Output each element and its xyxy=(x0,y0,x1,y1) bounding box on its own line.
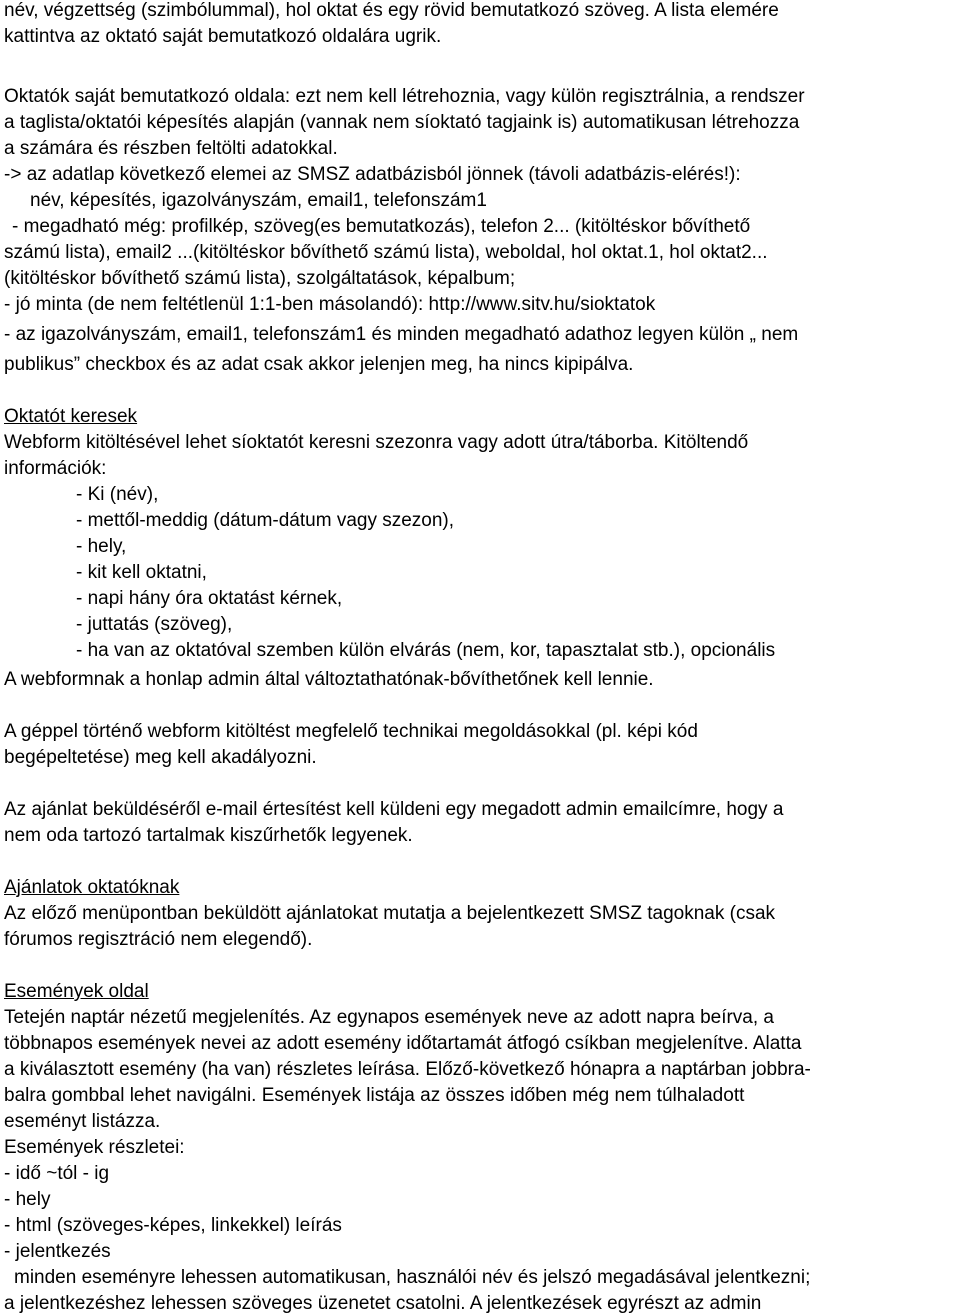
paragraph-line: információk: xyxy=(4,458,107,479)
list-item: - Ki (név), xyxy=(76,484,159,505)
paragraph-line: név, végzettség (szimbólummal), hol oktat és egy rövid bemutatkozó szöveg. A lista elemére xyxy=(4,0,779,21)
paragraph-line: többnapos események nevei az adott esemény időtartamát átfogó csíkban megjelenítve. Alatta xyxy=(4,1033,802,1054)
paragraph-line: (kitöltéskor bővíthető számú lista), szolgáltatások, képalbum; xyxy=(4,268,516,289)
paragraph-line: nem oda tartozó tartalmak kiszűrhetők legyenek. xyxy=(4,825,413,846)
paragraph-line: a kiválasztott esemény (ha van) részletes leírása. Előző-következő hónapra a naptárban jobbra- xyxy=(4,1059,811,1080)
list-item: - hely, xyxy=(76,536,127,557)
paragraph-line: A webformnak a honlap admin által változtathatónak-bővíthetőnek kell lennie. xyxy=(4,669,654,690)
paragraph-line: a jelentkezéshez lehessen szöveges üzenetet csatolni. A jelentkezések egyrészt az admin xyxy=(4,1293,762,1314)
paragraph-line: a számára és részben feltölti adatokkal. xyxy=(4,138,338,159)
paragraph-line: Események részletei: xyxy=(4,1137,185,1158)
list-item: - idő ~tól - ig xyxy=(4,1163,110,1184)
paragraph-line: a taglista/oktatói képesítés alapján (vannak nem síoktató tagjaink is) automatikusan létrehozza xyxy=(4,112,800,133)
paragraph-line: kattintva az oktató saját bemutatkozó oldalára ugrik. xyxy=(4,26,442,47)
list-item: - juttatás (szöveg), xyxy=(76,614,233,635)
paragraph-line: számú lista), email2 ...(kitöltéskor bővíthető számú lista), weboldal, hol oktat.1, hol oktat2... xyxy=(4,242,768,263)
section-heading: Események oldal xyxy=(4,981,149,1002)
paragraph-line: begépeltetése) meg kell akadályozni. xyxy=(4,747,317,768)
paragraph-line: név, képesítés, igazolványszám, email1, telefonszám1 xyxy=(30,190,487,211)
list-item: - html (szöveges-képes, linkekkel) leírás xyxy=(4,1215,342,1236)
list-item: - mettől-meddig (dátum-dátum vagy szezon), xyxy=(76,510,455,531)
section-heading: Oktatót keresek xyxy=(4,406,138,427)
paragraph-line: Az előző menüpontban beküldött ajánlatokat mutatja a bejelentkezett SMSZ tagoknak (csak xyxy=(4,903,776,924)
list-item: - hely xyxy=(4,1189,51,1210)
paragraph-line: Tetején naptár nézetű megjelenítés. Az egynapos események neve az adott napra beírva, a xyxy=(4,1007,775,1028)
paragraph-line: fórumos regisztráció nem elegendő). xyxy=(4,929,313,950)
list-item: - jelentkezés xyxy=(4,1241,111,1262)
paragraph-line: Az ajánlat beküldéséről e-mail értesítést kell küldeni egy megadott admin emailcímre, hogy a xyxy=(4,799,784,820)
paragraph-line: - megadható még: profilkép, szöveg(es bemutatkozás), telefon 2... (kitöltéskor bővíthető xyxy=(12,216,751,237)
paragraph-line: minden eseményre lehessen automatikusan, használói név és jelszó megadásával jelentkezni; xyxy=(14,1267,811,1288)
paragraph-line: Oktatók saját bemutatkozó oldala: ezt nem kell létrehoznia, vagy külön regisztrálnia, a rendszer xyxy=(4,86,805,107)
paragraph-line: eseményt listázza. xyxy=(4,1111,161,1132)
list-item: - ha van az oktatóval szemben külön elvárás (nem, kor, tapasztalat stb.), opcionális xyxy=(76,640,776,661)
paragraph-line: Webform kitöltésével lehet síoktatót keresni szezonra vagy adott útra/táborba. Kitöltendő xyxy=(4,432,749,453)
paragraph-line: balra gombbal lehet navigálni. Események listája az összes időben még nem túlhaladott xyxy=(4,1085,745,1106)
section-heading: Ajánlatok oktatóknak xyxy=(4,877,180,898)
paragraph-line: - az igazolványszám, email1, telefonszám1 és minden megadható adathoz legyen külön „ nem xyxy=(4,324,799,345)
paragraph-line: - jó minta (de nem feltétlenül 1:1-ben másolandó): http://www.sitv.hu/sioktatok xyxy=(4,294,656,315)
paragraph-line: publikus” checkbox és az adat csak akkor jelenjen meg, ha nincs kipipálva. xyxy=(4,354,634,375)
list-item: - kit kell oktatni, xyxy=(76,562,207,583)
paragraph-line: A géppel történő webform kitöltést megfelelő technikai megoldásokkal (pl. képi kód xyxy=(4,721,698,742)
paragraph-line: -> az adatlap következő elemei az SMSZ adatbázisból jönnek (távoli adatbázis-elérés!): xyxy=(4,164,741,185)
list-item: - napi hány óra oktatást kérnek, xyxy=(76,588,343,609)
